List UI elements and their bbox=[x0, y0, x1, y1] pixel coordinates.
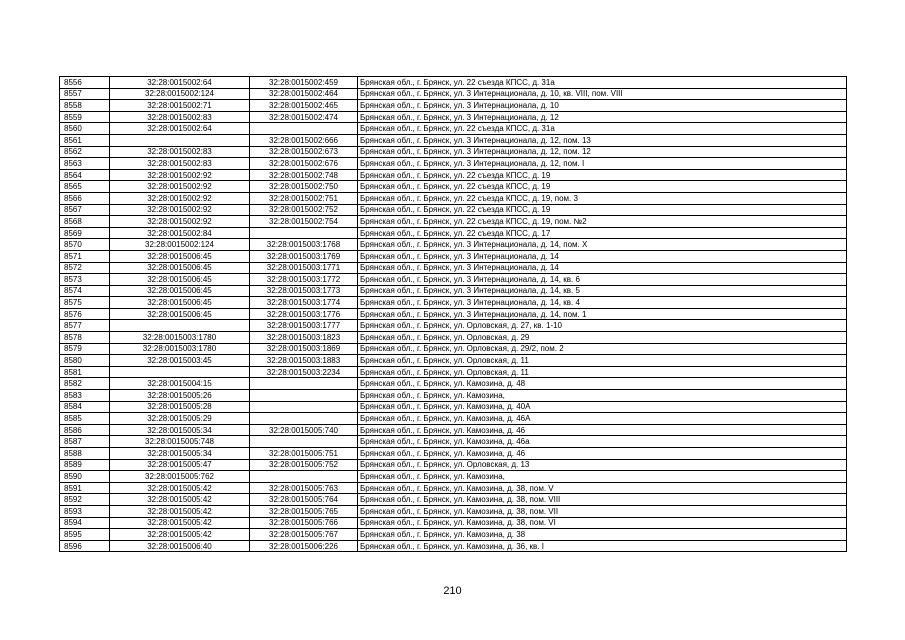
land-plot-number-cell: 32:28:0015002:92 bbox=[110, 169, 250, 181]
address-cell: Брянская обл., г. Брянск, ул. Камозина, д. 38 bbox=[358, 529, 847, 541]
address-cell: Брянская обл., г. Брянск, ул. 3 Интернационала, д. 12, пом. 13 bbox=[358, 134, 847, 146]
row-number-cell: 8588 bbox=[60, 448, 110, 460]
address-cell: Брянская обл., г. Брянск, ул. Камозина, bbox=[358, 390, 847, 402]
row-number-cell: 8560 bbox=[60, 123, 110, 135]
land-plot-number-cell: 32:28:0015002:92 bbox=[110, 216, 250, 228]
building-number-cell bbox=[250, 413, 358, 425]
land-plot-number-cell: 32:28:0015002:83 bbox=[110, 146, 250, 158]
table-row bbox=[60, 88, 847, 100]
land-plot-number-cell: 32:28:0015006:45 bbox=[110, 274, 250, 286]
building-number-cell: 32:28:0015003:1771 bbox=[250, 262, 358, 274]
building-number-cell: 32:28:0015002:673 bbox=[250, 146, 358, 158]
address-cell: Брянская обл., г. Брянск, ул. 22 съезда КПСС, д. 19, пом. №2 bbox=[358, 216, 847, 228]
land-plot-number-cell: 32:28:0015003:45 bbox=[110, 355, 250, 367]
table-row bbox=[60, 158, 847, 170]
land-plot-number-cell: 32:28:0015005:42 bbox=[110, 529, 250, 541]
table-row bbox=[60, 100, 847, 112]
address-cell: Брянская обл., г. Брянск, ул. 22 съезда КПСС, д. 19 bbox=[358, 204, 847, 216]
address-cell: Брянская обл., г. Брянск, ул. Камозина, д. 46А bbox=[358, 413, 847, 425]
address-cell: Брянская обл., г. Брянск, ул. 3 Интернационала, д. 14, пом. 1 bbox=[358, 308, 847, 320]
land-plot-number-cell: 32:28:0015005:42 bbox=[110, 482, 250, 494]
address-cell: Брянская обл., г. Брянск, ул. Орловская, д. 29 bbox=[358, 332, 847, 344]
table-row bbox=[60, 216, 847, 228]
address-cell: Брянская обл., г. Брянск, ул. Камозина, bbox=[358, 471, 847, 483]
row-number-cell: 8579 bbox=[60, 343, 110, 355]
land-plot-number-cell: 32:28:0015005:47 bbox=[110, 459, 250, 471]
land-plot-number-cell: 32:28:0015002:124 bbox=[110, 88, 250, 100]
table-row bbox=[60, 355, 847, 367]
table-row bbox=[60, 274, 847, 286]
table-row bbox=[60, 262, 847, 274]
land-plot-number-cell: 32:28:0015005:762 bbox=[110, 471, 250, 483]
address-cell: Брянская обл., г. Брянск, ул. 22 съезда КПСС, д. 31а bbox=[358, 123, 847, 135]
land-plot-number-cell: 32:28:0015005:34 bbox=[110, 424, 250, 436]
table-row bbox=[60, 204, 847, 216]
land-plot-number-cell: 32:28:0015005:28 bbox=[110, 401, 250, 413]
building-number-cell: 32:28:0015005:767 bbox=[250, 529, 358, 541]
table-row bbox=[60, 285, 847, 297]
row-number-cell: 8585 bbox=[60, 413, 110, 425]
building-number-cell: 32:28:0015005:764 bbox=[250, 494, 358, 506]
building-number-cell: 32:28:0015002:459 bbox=[250, 77, 358, 89]
building-number-cell: 32:28:0015003:1776 bbox=[250, 308, 358, 320]
land-plot-number-cell: 32:28:0015005:26 bbox=[110, 390, 250, 402]
building-number-cell: 32:28:0015003:1777 bbox=[250, 320, 358, 332]
table-row bbox=[60, 529, 847, 541]
building-number-cell: 32:28:0015002:676 bbox=[250, 158, 358, 170]
land-plot-number-cell bbox=[110, 366, 250, 378]
address-cell: Брянская обл., г. Брянск, ул. Камозина, д. 46 bbox=[358, 424, 847, 436]
address-cell: Брянская обл., г. Брянск, ул. 3 Интернационала, д. 14, кв. 5 bbox=[358, 285, 847, 297]
land-plot-number-cell: 32:28:0015002:64 bbox=[110, 123, 250, 135]
row-number-cell: 8578 bbox=[60, 332, 110, 344]
table-row bbox=[60, 320, 847, 332]
row-number-cell: 8556 bbox=[60, 77, 110, 89]
building-number-cell: 32:28:0015002:751 bbox=[250, 192, 358, 204]
table-row bbox=[60, 482, 847, 494]
table-row bbox=[60, 448, 847, 460]
row-number-cell: 8584 bbox=[60, 401, 110, 413]
row-number-cell: 8566 bbox=[60, 192, 110, 204]
row-number-cell: 8593 bbox=[60, 505, 110, 517]
building-number-cell: 32:28:0015003:1869 bbox=[250, 343, 358, 355]
table-row bbox=[60, 390, 847, 402]
land-plot-number-cell: 32:28:0015002:71 bbox=[110, 100, 250, 112]
row-number-cell: 8575 bbox=[60, 297, 110, 309]
table-row bbox=[60, 111, 847, 123]
page-number: 210 bbox=[443, 585, 462, 597]
land-plot-number-cell bbox=[110, 320, 250, 332]
land-plot-number-cell: 32:28:0015006:45 bbox=[110, 250, 250, 262]
building-number-cell bbox=[250, 378, 358, 390]
address-cell: Брянская обл., г. Брянск, ул. 3 Интернационала, д. 14 bbox=[358, 250, 847, 262]
address-cell: Брянская обл., г. Брянск, ул. 3 Интернационала, д. 10 bbox=[358, 100, 847, 112]
table-row bbox=[60, 459, 847, 471]
land-plot-number-cell: 32:28:0015006:45 bbox=[110, 297, 250, 309]
land-plot-number-cell: 32:28:0015002:92 bbox=[110, 204, 250, 216]
building-number-cell: 32:28:0015005:765 bbox=[250, 505, 358, 517]
address-cell: Брянская обл., г. Брянск, ул. Орловская, д. 11 bbox=[358, 355, 847, 367]
land-plot-number-cell: 32:28:0015006:45 bbox=[110, 262, 250, 274]
building-number-cell: 32:28:0015002:465 bbox=[250, 100, 358, 112]
row-number-cell: 8582 bbox=[60, 378, 110, 390]
row-number-cell: 8589 bbox=[60, 459, 110, 471]
building-number-cell: 32:28:0015003:1769 bbox=[250, 250, 358, 262]
address-cell: Брянская обл., г. Брянск, ул. Камозина, д. 38, пом. V bbox=[358, 482, 847, 494]
address-cell: Брянская обл., г. Брянск, ул. 22 съезда КПСС, д. 17 bbox=[358, 227, 847, 239]
land-plot-number-cell: 32:28:0015003:1780 bbox=[110, 343, 250, 355]
land-plot-number-cell: 32:28:0015005:42 bbox=[110, 505, 250, 517]
row-number-cell: 8559 bbox=[60, 111, 110, 123]
row-number-cell: 8572 bbox=[60, 262, 110, 274]
row-number-cell: 8586 bbox=[60, 424, 110, 436]
table-row bbox=[60, 424, 847, 436]
building-number-cell: 32:28:0015003:1823 bbox=[250, 332, 358, 344]
table-row bbox=[60, 471, 847, 483]
building-number-cell: 32:28:0015002:752 bbox=[250, 204, 358, 216]
row-number-cell: 8595 bbox=[60, 529, 110, 541]
land-plot-number-cell: 32:28:0015004:15 bbox=[110, 378, 250, 390]
land-plot-number-cell: 32:28:0015003:1780 bbox=[110, 332, 250, 344]
table-row bbox=[60, 250, 847, 262]
table-row bbox=[60, 134, 847, 146]
row-number-cell: 8557 bbox=[60, 88, 110, 100]
row-number-cell: 8564 bbox=[60, 169, 110, 181]
address-cell: Брянская обл., г. Брянск, ул. Камозина, д. 46 bbox=[358, 448, 847, 460]
table-row bbox=[60, 192, 847, 204]
address-cell: Брянская обл., г. Брянск, ул. Камозина, д. 38, пом. VIII bbox=[358, 494, 847, 506]
building-number-cell bbox=[250, 471, 358, 483]
table-row bbox=[60, 77, 847, 89]
land-plot-number-cell: 32:28:0015005:29 bbox=[110, 413, 250, 425]
table-row bbox=[60, 343, 847, 355]
building-number-cell: 32:28:0015005:766 bbox=[250, 517, 358, 529]
table-row bbox=[60, 540, 847, 552]
building-number-cell: 32:28:0015005:763 bbox=[250, 482, 358, 494]
row-number-cell: 8580 bbox=[60, 355, 110, 367]
building-number-cell: 32:28:0015005:740 bbox=[250, 424, 358, 436]
table-row bbox=[60, 436, 847, 448]
table-row bbox=[60, 378, 847, 390]
table-body bbox=[60, 77, 847, 552]
row-number-cell: 8587 bbox=[60, 436, 110, 448]
table-row bbox=[60, 494, 847, 506]
land-plot-number-cell: 32:28:0015005:34 bbox=[110, 448, 250, 460]
building-number-cell: 32:28:0015002:464 bbox=[250, 88, 358, 100]
table-row bbox=[60, 297, 847, 309]
land-plot-number-cell bbox=[110, 134, 250, 146]
address-cell: Брянская обл., г. Брянск, ул. 3 Интернационала, д. 14, кв. 6 bbox=[358, 274, 847, 286]
row-number-cell: 8581 bbox=[60, 366, 110, 378]
building-number-cell: 32:28:0015003:1883 bbox=[250, 355, 358, 367]
land-plot-number-cell: 32:28:0015002:83 bbox=[110, 158, 250, 170]
table-row bbox=[60, 227, 847, 239]
building-number-cell bbox=[250, 123, 358, 135]
address-cell: Брянская обл., г. Брянск, ул. 3 Интернационала, д. 14 bbox=[358, 262, 847, 274]
row-number-cell: 8583 bbox=[60, 390, 110, 402]
address-cell: Брянская обл., г. Брянск, ул. Камозина, д. 38, пом. VII bbox=[358, 505, 847, 517]
table-row bbox=[60, 146, 847, 158]
table-row bbox=[60, 181, 847, 193]
address-cell: Брянская обл., г. Брянск, ул. Орловская, д. 11 bbox=[358, 366, 847, 378]
row-number-cell: 8594 bbox=[60, 517, 110, 529]
land-plot-number-cell: 32:28:0015006:40 bbox=[110, 540, 250, 552]
row-number-cell: 8592 bbox=[60, 494, 110, 506]
table-row bbox=[60, 366, 847, 378]
land-plot-number-cell: 32:28:0015006:45 bbox=[110, 308, 250, 320]
address-cell: Брянская обл., г. Брянск, ул. 3 Интернационала, д. 10, кв. VIII, пом. VIII bbox=[358, 88, 847, 100]
row-number-cell: 8562 bbox=[60, 146, 110, 158]
table-row bbox=[60, 308, 847, 320]
row-number-cell: 8565 bbox=[60, 181, 110, 193]
row-number-cell: 8568 bbox=[60, 216, 110, 228]
row-number-cell: 8571 bbox=[60, 250, 110, 262]
table-row bbox=[60, 169, 847, 181]
row-number-cell: 8574 bbox=[60, 285, 110, 297]
address-cell: Брянская обл., г. Брянск, ул. 3 Интернационала, д. 12, пом. I bbox=[358, 158, 847, 170]
row-number-cell: 8591 bbox=[60, 482, 110, 494]
building-number-cell: 32:28:0015003:1774 bbox=[250, 297, 358, 309]
row-number-cell: 8563 bbox=[60, 158, 110, 170]
building-number-cell: 32:28:0015003:1768 bbox=[250, 239, 358, 251]
address-cell: Брянская обл., г. Брянск, ул. 3 Интернационала, д. 12 bbox=[358, 111, 847, 123]
address-cell: Брянская обл., г. Брянск, ул. 22 съезда КПСС, д. 19 bbox=[358, 181, 847, 193]
address-cell: Брянская обл., г. Брянск, ул. Орловская, д. 27, кв. 1-10 bbox=[358, 320, 847, 332]
building-number-cell: 32:28:0015005:752 bbox=[250, 459, 358, 471]
building-number-cell: 32:28:0015002:754 bbox=[250, 216, 358, 228]
land-plot-number-cell: 32:28:0015002:83 bbox=[110, 111, 250, 123]
building-number-cell: 32:28:0015002:748 bbox=[250, 169, 358, 181]
land-plot-number-cell: 32:28:0015006:45 bbox=[110, 285, 250, 297]
land-plot-number-cell: 32:28:0015005:42 bbox=[110, 517, 250, 529]
land-plot-number-cell: 32:28:0015005:42 bbox=[110, 494, 250, 506]
address-cell: Брянская обл., г. Брянск, ул. Камозина, д. 46а bbox=[358, 436, 847, 448]
land-plot-number-cell: 32:28:0015002:84 bbox=[110, 227, 250, 239]
address-cell: Брянская обл., г. Брянск, ул. 3 Интернационала, д. 14, пом. X bbox=[358, 239, 847, 251]
building-number-cell: 32:28:0015002:474 bbox=[250, 111, 358, 123]
row-number-cell: 8569 bbox=[60, 227, 110, 239]
building-number-cell: 32:28:0015006:226 bbox=[250, 540, 358, 552]
cadastral-table bbox=[59, 76, 847, 552]
address-cell: Брянская обл., г. Брянск, ул. Орловская, д. 29/2, пом. 2 bbox=[358, 343, 847, 355]
table-row bbox=[60, 332, 847, 344]
building-number-cell: 32:28:0015003:1772 bbox=[250, 274, 358, 286]
row-number-cell: 8570 bbox=[60, 239, 110, 251]
row-number-cell: 8596 bbox=[60, 540, 110, 552]
land-plot-number-cell: 32:28:0015005:748 bbox=[110, 436, 250, 448]
address-cell: Брянская обл., г. Брянск, ул. 22 съезда КПСС, д. 31а bbox=[358, 77, 847, 89]
address-cell: Брянская обл., г. Брянск, ул. Камозина, д. 36, кв. I bbox=[358, 540, 847, 552]
building-number-cell bbox=[250, 401, 358, 413]
address-cell: Брянская обл., г. Брянск, ул. 22 съезда КПСС, д. 19 bbox=[358, 169, 847, 181]
address-cell: Брянская обл., г. Брянск, ул. Орловская, д. 13 bbox=[358, 459, 847, 471]
land-plot-number-cell: 32:28:0015002:64 bbox=[110, 77, 250, 89]
row-number-cell: 8567 bbox=[60, 204, 110, 216]
land-plot-number-cell: 32:28:0015002:92 bbox=[110, 192, 250, 204]
row-number-cell: 8558 bbox=[60, 100, 110, 112]
table-row bbox=[60, 413, 847, 425]
address-cell: Брянская обл., г. Брянск, ул. Камозина, д. 38, пом. VI bbox=[358, 517, 847, 529]
address-cell: Брянская обл., г. Брянск, ул. 3 Интернационала, д. 12, пом. 12 bbox=[358, 146, 847, 158]
table-row bbox=[60, 517, 847, 529]
row-number-cell: 8576 bbox=[60, 308, 110, 320]
row-number-cell: 8577 bbox=[60, 320, 110, 332]
address-cell: Брянская обл., г. Брянск, ул. Камозина, д. 40А bbox=[358, 401, 847, 413]
building-number-cell bbox=[250, 436, 358, 448]
address-cell: Брянская обл., г. Брянск, ул. Камозина, д. 48 bbox=[358, 378, 847, 390]
table-row bbox=[60, 123, 847, 135]
building-number-cell: 32:28:0015005:751 bbox=[250, 448, 358, 460]
table-row bbox=[60, 239, 847, 251]
table-row bbox=[60, 401, 847, 413]
row-number-cell: 8590 bbox=[60, 471, 110, 483]
row-number-cell: 8573 bbox=[60, 274, 110, 286]
building-number-cell: 32:28:0015002:666 bbox=[250, 134, 358, 146]
row-number-cell: 8561 bbox=[60, 134, 110, 146]
building-number-cell: 32:28:0015003:2234 bbox=[250, 366, 358, 378]
land-plot-number-cell: 32:28:0015002:92 bbox=[110, 181, 250, 193]
building-number-cell bbox=[250, 390, 358, 402]
address-cell: Брянская обл., г. Брянск, ул. 22 съезда КПСС, д. 19, пом. 3 bbox=[358, 192, 847, 204]
table-row bbox=[60, 505, 847, 517]
building-number-cell: 32:28:0015002:750 bbox=[250, 181, 358, 193]
land-plot-number-cell: 32:28:0015002:124 bbox=[110, 239, 250, 251]
building-number-cell: 32:28:0015003:1773 bbox=[250, 285, 358, 297]
address-cell: Брянская обл., г. Брянск, ул. 3 Интернационала, д. 14, кв. 4 bbox=[358, 297, 847, 309]
building-number-cell bbox=[250, 227, 358, 239]
